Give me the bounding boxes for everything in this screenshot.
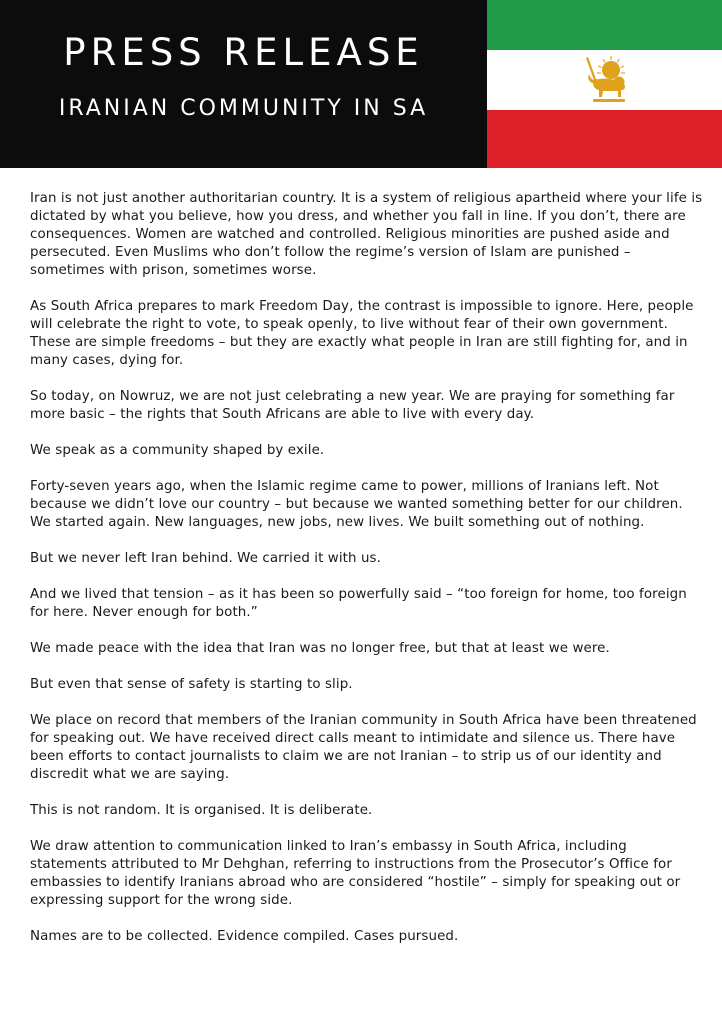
body-paragraph: And we lived that tension – as it has been so powerfully said – “too foreign for home, too foreign for here. Never enough for both.” [30,587,687,620]
body-paragraph: But even that sense of safety is starting to slip. [30,677,353,692]
lion-and-sun-flag [487,0,722,168]
body-paragraph: As South Africa prepares to mark Freedom Day, the contrast is impossible to ignore. Here, people will celebrate the right to vote, to speak openly, to live without fear of their own government. These are simple freedoms – but they are exactly what people in Iran are still fighting for, and in many cases, dying for. [30,299,694,368]
body-paragraph: Iran is not just another authoritarian country. It is a system of religious apartheid where your life is dictated by what you believe, how you dress, and whether you fall in line. If you don’t, there are consequences. Women are watched and controlled. Religious minorities are pushed aside and persecuted. Even Muslims who don’t follow the regime’s version of Islam are punished – sometimes with prison, sometimes worse. [30,191,703,278]
body-paragraph: We draw attention to communication linked to Iran’s embassy in South Africa, including statements attributed to Mr Dehghan, referring to instructions from the Prosecutor’s Office for embassies to identify Iranians abroad who are considered “hostile” – simply for speaking out or expressing support for the wrong side. [30,839,681,908]
lion-and-sun-icon [579,52,631,108]
page-title: PRESS RELEASE [63,31,424,74]
press-release-body [30,190,706,964]
body-paragraph: But we never left Iran behind. We carried it with us. [30,551,381,566]
body-paragraph: Forty-seven years ago, when the Islamic regime came to power, millions of Iranians left. Not because we didn’t love our country – but because we wanted something better for our children. We started again. New languages, new jobs, new lives. We built something out of nothing. [30,479,683,530]
body-paragraph: We place on record that members of the Iranian community in South Africa have been threatened for speaking out. We have received direct calls meant to intimidate and silence us. There have been efforts to contact journalists to claim we are not Iranian – to strip us of our identity and discredit what we are saying. [30,713,697,782]
flag-red-band [487,110,722,168]
title-banner [0,0,487,168]
body-paragraph: We speak as a community shaped by exile. [30,443,325,458]
body-paragraph: We made peace with the idea that Iran was no longer free, but that at least we were. [30,641,610,656]
press-release-header [0,0,722,168]
page-subtitle: IRANIAN COMMUNITY IN SA [58,96,429,121]
body-paragraph: This is not random. It is organised. It is deliberate. [30,803,373,818]
flag-green-band [487,0,722,50]
body-paragraph: Names are to be collected. Evidence compiled. Cases pursued. [30,929,459,944]
body-paragraph: So today, on Nowruz, we are not just celebrating a new year. We are praying for something far more basic – the rights that South Africans are able to live with every day. [30,389,675,422]
